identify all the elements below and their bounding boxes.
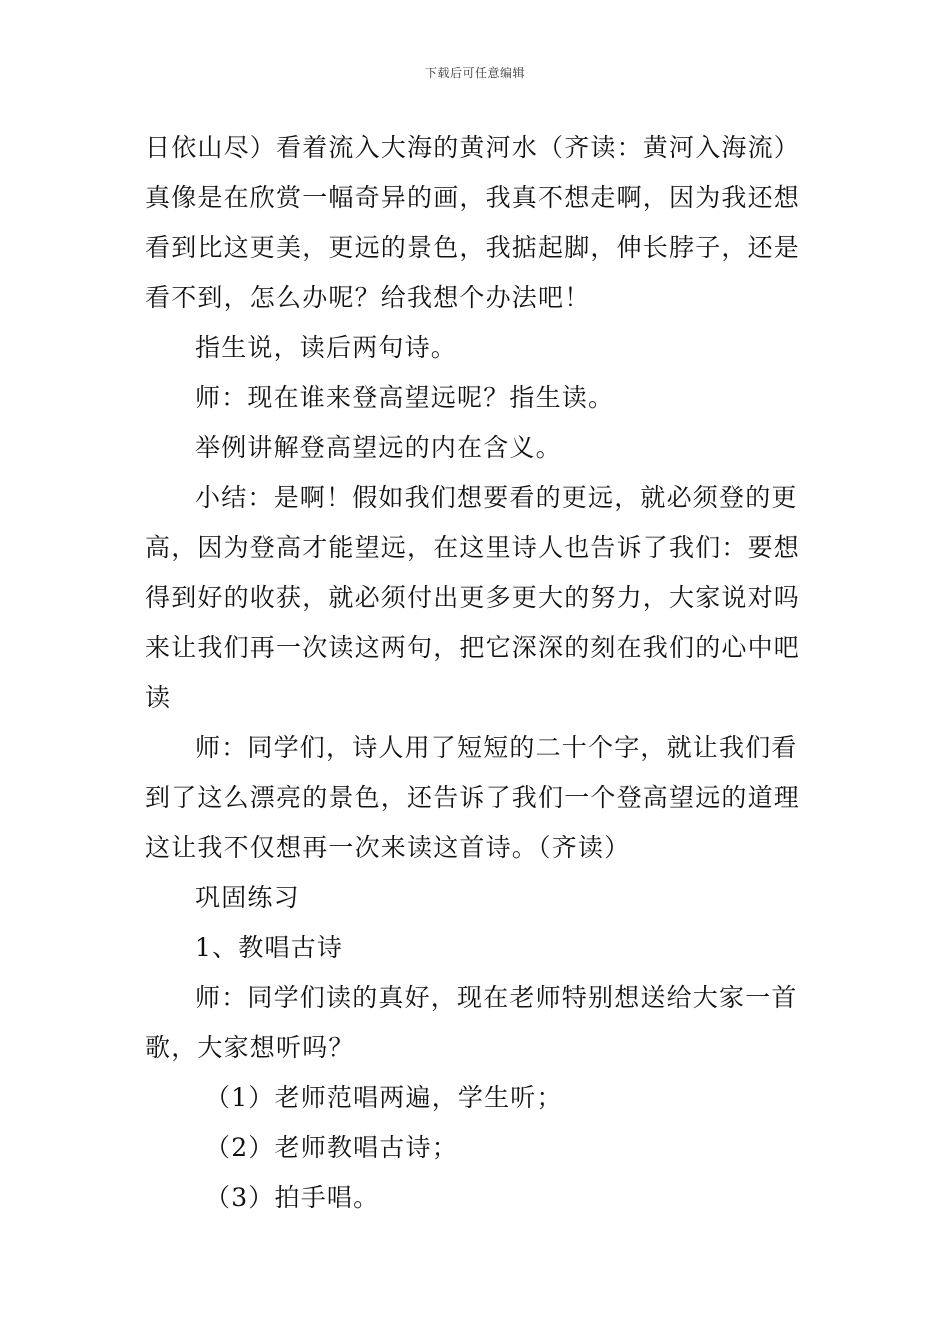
text-line: 到了这么漂亮的景色，还告诉了我们一个登高望远的道理	[145, 783, 801, 812]
text-line: 高，因为登高才能望远，在这里诗人也告诉了我们：要想	[145, 533, 801, 562]
text-line: 这让我不仅想再一次来读这首诗。（齐读）	[145, 833, 631, 862]
text-line: 歌，大家想听吗？	[145, 1033, 355, 1062]
page-header: 下载后可任意编辑	[424, 66, 525, 80]
text-line: 来让我们再一次读这两句，把它深深的刻在我们的心中吧	[145, 633, 801, 662]
text-line: 师：同学们读的真好，现在老师特别想送给大家一首	[195, 983, 798, 1012]
text-line: 真像是在欣赏一幅奇异的画，我真不想走啊，因为我还想	[145, 183, 801, 212]
document-body	[145, 130, 810, 1230]
sub-heading: 1、教唱古诗	[195, 933, 344, 962]
list-item: （2）老师教唱古诗；	[205, 1133, 458, 1162]
text-line: 读	[145, 683, 172, 712]
text-line: 小结：是啊！假如我们想要看的更远，就必须登的更	[195, 483, 798, 512]
text-line: 举例讲解登高望远的内在含义。	[195, 433, 562, 462]
text-line: 看不到，怎么办呢？给我想个办法吧！	[145, 283, 591, 312]
text-line: 指生说，读后两句诗。	[195, 333, 458, 362]
list-item: （3）拍手唱。	[205, 1183, 380, 1212]
section-heading: 巩固练习	[195, 883, 300, 912]
list-item: （1）老师范唱两遍，学生听；	[205, 1083, 563, 1112]
text-line: 日依山尽）看着流入大海的黄河水（齐读：黄河入海流）	[145, 133, 801, 162]
text-line: 师：同学们，诗人用了短短的二十个字，就让我们看	[195, 733, 798, 762]
text-line: 看到比这更美，更远的景色，我掂起脚，伸长脖子，还是	[145, 233, 801, 262]
text-line: 得到好的收获，就必须付出更多更大的努力，大家说对吗	[145, 583, 801, 612]
text-line: 师：现在谁来登高望远呢？指生读。	[195, 383, 615, 412]
